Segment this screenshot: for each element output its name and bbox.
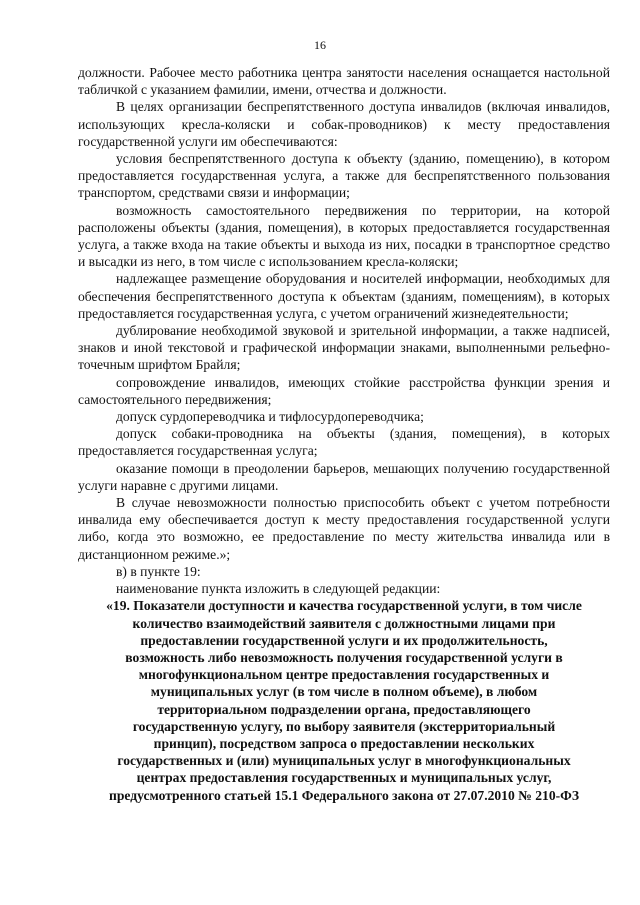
section-heading <box>78 597 610 803</box>
heading-line: возможность либо невозможность получения государственной услуги в <box>125 649 563 665</box>
paragraph: В случае невозможности полностью приспособить объект с учетом потребности инвалида ему обеспечивается доступ к месту предоставления государственной услуги либо, когда это возможно, ее предоставление по месту жительства инвалида или в дистанционном режиме.»; <box>78 495 610 562</box>
paragraph: наименование пункта изложить в следующей редакции: <box>116 581 441 597</box>
heading-line: территориальном подразделении органа, предоставляющего <box>157 701 531 717</box>
document-body <box>78 64 610 804</box>
heading-line: многофункциональном центре предоставления государственных и <box>138 667 550 683</box>
heading-line: количество взаимодействий заявителя с должностными лицами при <box>132 615 556 631</box>
heading-line: предусмотренного статьей 15.1 Федерального закона от 27.07.2010 № 210-ФЗ <box>108 787 580 803</box>
list-item: надлежащее размещение оборудования и носителей информации, необходимых для обеспечения беспрепятственного доступа к объектам (зданиям, помещениям), в которых предоставляется государственная услуга, с учетом ограничений жизнедеятельности; <box>78 271 610 321</box>
paragraph: В целях организации беспрепятственного доступа инвалидов (включая инвалидов, использующих кресла-коляски и собак-проводников) к месту предоставления государственной услуги им обеспечиваются: <box>78 99 610 149</box>
heading-line: государственную услугу, по выбору заявителя (экстерриториальный <box>132 718 556 734</box>
page-number: 16 <box>314 38 326 52</box>
paragraph: должности. Рабочее место работника центра занятости населения оснащается настольной табличкой с указанием фамилии, имени, отчества и должности. <box>78 65 610 98</box>
list-item: допуск сурдопереводчика и тифлосурдопереводчика; <box>116 409 424 425</box>
heading-line: «19. Показатели доступности и качества государственной услуги, в том числе <box>106 598 582 614</box>
list-item: сопровождение инвалидов, имеющих стойкие расстройства функции зрения и самостоятельного передвижения; <box>78 374 610 407</box>
list-item: возможность самостоятельного передвижения по территории, на которой расположены объекты (здания, помещения), в которых предоставляется государственная услуга, а также входа на такие объекты и выхода из них, посадки в транспортное средство и высадки из него, в том числе с использованием кресла-коляски; <box>78 202 610 270</box>
list-item: дублирование необходимой звуковой и зрительной информации, а также надписей, знаков и иной текстовой и графической информации знаками, выполненными рельефно-точечным шрифтом Брайля; <box>78 323 610 373</box>
heading-line: принцип), посредством запроса о предоставлении нескольких <box>153 735 535 751</box>
heading-line: предоставлении государственной услуги и их продолжительность, <box>140 632 548 648</box>
heading-line: муниципальных услуг (в том числе в полном объеме), в любом <box>150 684 538 700</box>
heading-line: государственных и (или) муниципальных услуг в многофункциональных <box>117 753 571 769</box>
list-item: условия беспрепятственного доступа к объекту (зданию, помещению), в котором предоставляется государственная услуга, а также для беспрепятственного пользования транспортом, средствами связи и информации; <box>78 151 610 201</box>
list-item: допуск собаки-проводника на объекты (здания, помещения), в которых предоставляется государственная услуга; <box>78 426 610 459</box>
list-item: оказание помощи в преодолении барьеров, мешающих получению государственной услуги наравне с другими лицами. <box>78 460 610 493</box>
paragraph: в) в пункте 19: <box>116 563 201 579</box>
heading-line: центрах предоставления государственных и муниципальных услуг, <box>136 770 552 786</box>
